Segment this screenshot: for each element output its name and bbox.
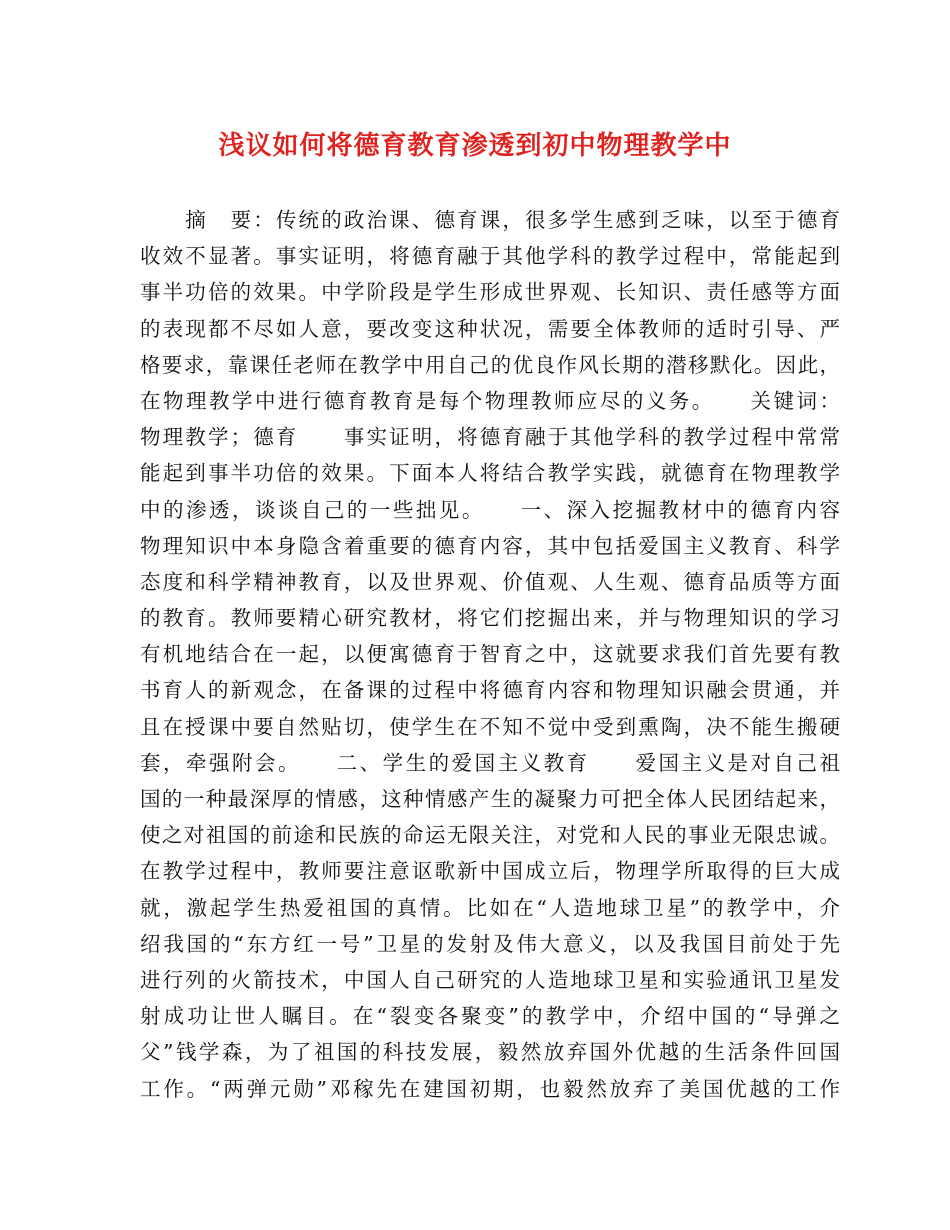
body-line: 射成功让世人瞩目。在“裂变各聚变”的教学中，介绍中国的“导弹之 [140,1004,840,1029]
body-line: 的教育。教师要精心研究教材，将它们挖掘出来，并与物理知识的学习 [140,606,840,631]
body-line: 物理教学；德育 事实证明，将德育融于其他学科的教学过程中常常 [140,425,840,450]
body-line: 能起到事半功倍的效果。下面本人将结合教学实践，就德育在物理教学 [140,461,840,486]
body-line: 格要求，靠课任老师在教学中用自己的优良作风长期的潜移默化。因此， [140,352,840,377]
document-body [140,202,840,1107]
body-line: 物理知识中本身隐含着重要的德育内容，其中包括爱国主义教育、科学 [140,533,840,558]
body-line: 的表现都不尽如人意，要改变这种状况，需要全体教师的适时引导、严 [140,316,840,341]
body-line: 在物理教学中进行德育教育是每个物理教师应尽的义务。 关键词： [140,388,840,413]
body-line: 摘 要：传统的政治课、德育课，很多学生感到乏味，以至于德育 [140,208,840,232]
body-line: 工作。“两弹元勋”邓稼先在建国初期，也毅然放弃了美国优越的工作 [140,1076,840,1101]
body-line: 事半功倍的效果。中学阶段是学生形成世界观、长知识、责任感等方面 [140,280,840,305]
body-line: 中的渗透，谈谈自己的一些拙见。 一、深入挖掘教材中的德育内容 [140,497,840,522]
body-line: 就，激起学生热爱祖国的真情。比如在“人造地球卫星”的教学中，介 [140,895,840,920]
body-line: 态度和科学精神教育，以及世界观、价值观、人生观、德育品质等方面 [140,569,840,594]
body-line: 套，牵强附会。 二、学生的爱国主义教育 爱国主义是对自己祖 [140,750,840,775]
document-title: 浅议如何将德育教育渗透到初中物理教学中 [218,131,732,161]
body-line: 国的一种最深厚的情感，这种情感产生的凝聚力可把全体人民团结起来， [140,787,840,811]
body-line: 书育人的新观念，在备课的过程中将德育内容和物理知识融会贯通，并 [140,678,840,703]
body-line: 进行列的火箭技术，中国人自己研究的人造地球卫星和实验通讯卫星发 [140,967,840,992]
body-line: 且在授课中要自然贴切，使学生在不知不觉中受到熏陶，决不能生搬硬 [140,714,840,739]
body-line: 有机地结合在一起，以便寓德育于智育之中，这就要求我们首先要有教 [140,642,840,667]
body-line: 在教学过程中，教师要注意讴歌新中国成立后，物理学所取得的巨大成 [140,859,840,884]
body-line: 使之对祖国的前途和民族的命运无限关注，对党和人民的事业无限忠诚。 [140,823,840,848]
body-line: 收效不显著。事实证明，将德育融于其他学科的教学过程中，常能起到 [140,244,840,269]
body-line: 绍我国的“东方红一号”卫星的发射及伟大意义，以及我国目前处于先 [140,931,840,956]
body-line: 父”钱学森，为了祖国的科技发展，毅然放弃国外优越的生活条件回国 [140,1040,840,1065]
